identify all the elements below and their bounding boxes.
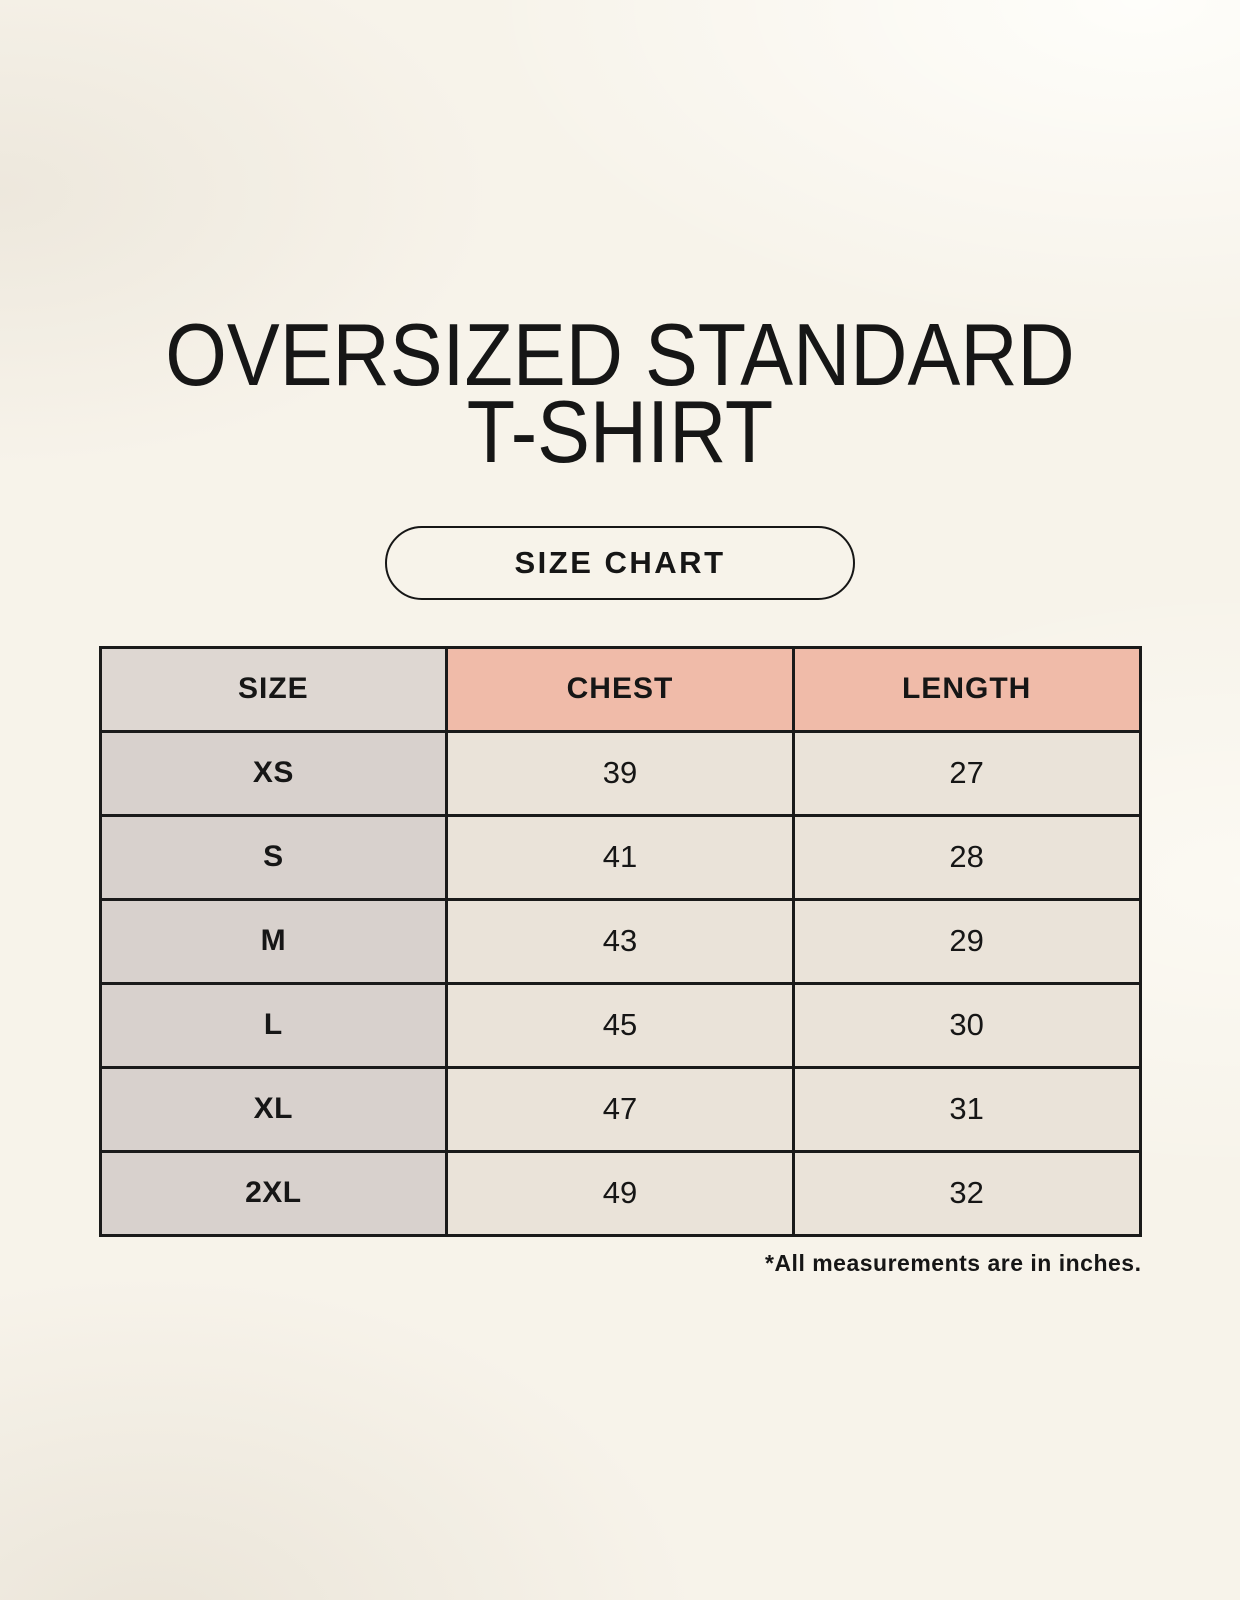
- size-cell: M: [100, 899, 447, 983]
- table-row: [100, 815, 1140, 899]
- chest-value-cell: 47: [447, 1067, 794, 1151]
- page-title: [0, 305, 1240, 482]
- size-table-body: [100, 731, 1140, 1235]
- chest-value-cell: 41: [447, 815, 794, 899]
- table-row: [100, 983, 1140, 1067]
- table-row: [100, 1067, 1140, 1151]
- measurements-footnote: *All measurements are in inches.: [765, 1249, 1142, 1276]
- size-cell: 2XL: [100, 1151, 447, 1235]
- chest-value-cell: 45: [447, 983, 794, 1067]
- chest-value-cell: 49: [447, 1151, 794, 1235]
- table-row: [100, 1151, 1140, 1235]
- size-cell: L: [100, 983, 447, 1067]
- size-chart-table-container: [99, 646, 1142, 1277]
- length-value-cell: 30: [793, 983, 1140, 1067]
- chest-value-cell: 39: [447, 731, 794, 815]
- table-row: [100, 899, 1140, 983]
- length-value-cell: 32: [793, 1151, 1140, 1235]
- size-chart-badge-label: SIZE CHART: [514, 544, 726, 580]
- size-table-header: [100, 647, 1140, 731]
- size-chart-badge[interactable]: [385, 526, 855, 600]
- length-value-cell: 31: [793, 1067, 1140, 1151]
- size-cell: XL: [100, 1067, 447, 1151]
- table-row: [100, 731, 1140, 815]
- column-header-chest: CHEST: [447, 647, 794, 731]
- header-row: [100, 647, 1140, 731]
- page-title-line-1: OVERSIZED STANDARD: [165, 305, 1075, 404]
- page-title-line-2: T-SHIRT: [466, 382, 774, 482]
- chest-value-cell: 43: [447, 899, 794, 983]
- length-value-cell: 27: [793, 731, 1140, 815]
- length-value-cell: 29: [793, 899, 1140, 983]
- length-value-cell: 28: [793, 815, 1140, 899]
- size-cell: S: [100, 815, 447, 899]
- column-header-length: LENGTH: [793, 647, 1140, 731]
- size-cell: XS: [100, 731, 447, 815]
- size-chart-table: [99, 646, 1142, 1237]
- column-header-size: SIZE: [100, 647, 447, 731]
